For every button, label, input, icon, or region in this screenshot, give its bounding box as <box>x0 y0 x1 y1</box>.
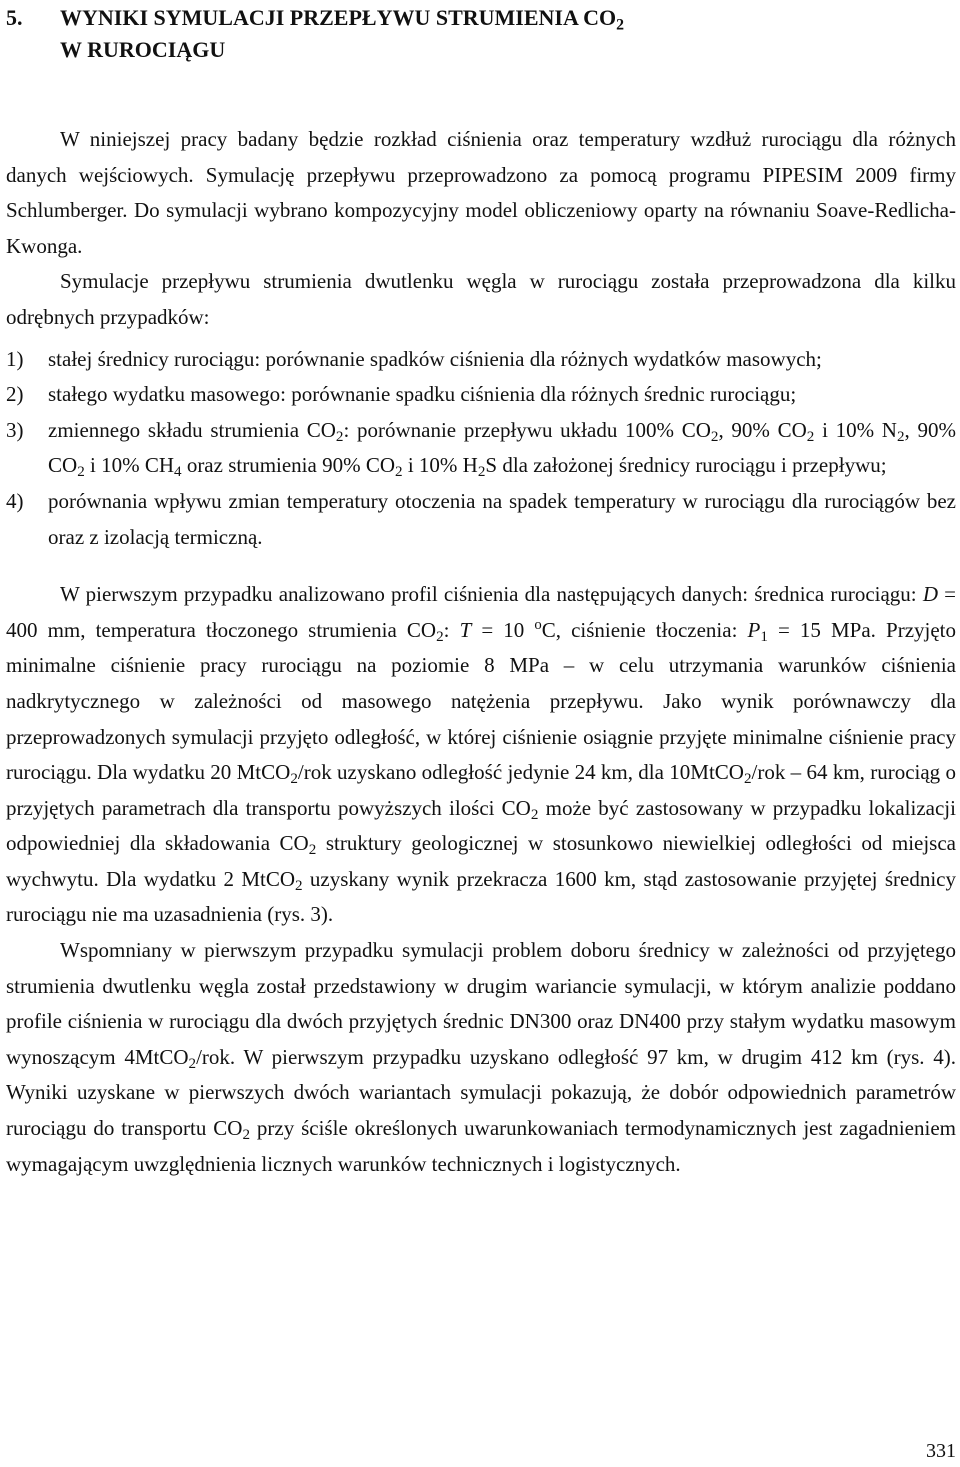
subscript: 2 <box>242 1127 251 1144</box>
variable-d: D <box>922 582 938 607</box>
subscript: 1 <box>760 628 768 645</box>
page-number: 331 <box>926 1440 956 1462</box>
list-item <box>6 484 956 555</box>
text-run: oraz strumienia 90% CO <box>181 453 396 478</box>
list-item <box>6 377 956 413</box>
text-run: = 400 mm, temperatura tłoczonego strumienia CO <box>6 582 956 642</box>
text-run: struktury geologicznej w stosunkowo niewielkiej odległości od miejsca wychwytu. Dla wydatku 2 MtCO <box>6 831 956 891</box>
section-title-line1: WYNIKI SYMULACJI PRZEPŁYWU STRUMIENIA CO <box>60 5 617 30</box>
text-run: : porównanie przepływu układu 100% CO <box>343 417 711 442</box>
text-run: W pierwszym przypadku analizowano profil ciśnienia dla następujących danych: średnica rurociągu: <box>60 582 923 607</box>
superscript: o <box>534 616 542 633</box>
text-run: = 15 MPa. Przyjęto minimalne ciśnienie pracy rurociągu na poziomie 8 MPa – w celu utrzymania warunków ciśnienia nadkrytycznego w zależności od masowego natężenia przepływu. Jako wynik porównawczy dla przeprowadzonych symulacji przyjęto odległość, w której ciśnienie osiągnie przyjęte minimalne ciśnienie pracy rurociągu. Dla wydatku 20 MtCO <box>6 617 957 785</box>
paragraph-first-case <box>6 577 956 933</box>
section-title-line2: W RUROCIĄGU <box>60 37 226 62</box>
page-content <box>6 0 956 1182</box>
list-item <box>6 342 956 378</box>
list-item-text: stałego wydatku masowego: porównanie spadku ciśnienia dla różnych średnic rurociągu; <box>48 382 797 407</box>
subscript: 2 <box>436 628 444 645</box>
variable-t: T <box>459 617 472 642</box>
text-run: S dla założonej średnicy rurociągu i przepływu; <box>485 453 887 478</box>
list-item-text <box>48 413 956 484</box>
section-title <box>60 2 956 66</box>
text-run: = 10 <box>471 617 535 642</box>
subscript: 2 <box>743 771 752 788</box>
list-item-text: stałej średnicy rurociągu: porównanie spadków ciśnienia dla różnych wydatków masowych; <box>48 346 822 371</box>
section-number: 5. <box>6 5 23 30</box>
cases-list <box>6 342 956 556</box>
list-marker: 2) <box>6 382 24 407</box>
text-run: C, ciśnienie tłoczenia: <box>541 617 748 642</box>
text-run: uzyskany wynik przekracza 1600 km, stąd zastosowanie przyjętej średnicy rurociągu nie ma uzasadnienia (rys. 3). <box>6 866 956 927</box>
subscript: 2 <box>896 428 905 445</box>
subscript: 2 <box>710 428 719 445</box>
subscript: 2 <box>77 464 85 481</box>
list-marker: 3) <box>6 417 24 442</box>
paragraph-second-case <box>6 933 956 1182</box>
text-run: /rok – 64 km, rurociąg o przyjętych parametrach dla transportu powyższych ilości CO <box>6 760 956 820</box>
subscript: 2 <box>308 842 317 859</box>
text-run: i 10% N <box>814 417 897 442</box>
text-run: /rok. W pierwszym przypadku uzyskano odległość 97 km, w drugim 412 km (rys. 4). Wyniki uzyskane w pierwszych dwóch wariantach symulacji pokazują, że dobór odpowiednich parametrów rurociągu do transportu CO <box>6 1044 956 1141</box>
section-heading <box>6 2 956 66</box>
subscript: 2 <box>290 771 298 788</box>
text-run: i 10% CH <box>84 453 174 478</box>
list-item-text: porównania wpływu zmian temperatury otoczenia na spadek temperatury w rurociągu dla rurociągów bez oraz z izolacją termiczną. <box>48 488 956 549</box>
list-item <box>6 413 956 484</box>
subscript: 2 <box>530 806 539 823</box>
subscript: 4 <box>174 464 182 481</box>
subscript: 2 <box>395 464 403 481</box>
text-run: i 10% H <box>402 453 478 478</box>
subscript: 2 <box>188 1056 197 1073</box>
text-run: , 90% CO <box>718 417 807 442</box>
paragraph-intro: W niniejszej pracy badany będzie rozkład ciśnienia oraz temperatury wzdłuż rurociągu dla różnych danych wejściowych. Symulację przepływu przeprowadzono za pomocą programu PIPESIM 2009 firmy Schlumberger. Do symulacji wybrano kompozycyjny model obliczeniowy oparty na równaniu Soave-Redlicha-Kwonga. <box>6 127 956 258</box>
text-run: zmiennego składu strumienia CO <box>48 417 336 442</box>
text-run: : <box>443 617 460 642</box>
subscript: 2 <box>477 464 486 481</box>
text-run: Wspomniany w pierwszym przypadku symulacji problem doboru średnicy w zależności od przyjętego strumienia dwutlenku węgla został przedstawiony w drugim wariancie symulacji, w którym analizie poddano profile ciśnienia w rurociągu dla dwóch przyjętych średnic DN300 oraz DN400 przy stałym wydatku masowym wynoszącym 4MtCO <box>6 938 956 1069</box>
subscript: 2 <box>295 878 303 895</box>
variable-p: P <box>747 617 761 642</box>
subscript: 2 <box>335 428 344 445</box>
list-marker: 1) <box>6 346 24 371</box>
text-run: może być zastosowany w przypadku lokalizacji odpowiedniej dla składowania CO <box>6 795 956 856</box>
paragraph-cases-intro: Symulacje przepływu strumienia dwutlenku węgla w rurociągu została przeprowadzona dla kilku odrębnych przypadków: <box>6 269 956 329</box>
text-run: /rok uzyskano odległość jedynie 24 km, dla 10MtCO <box>297 760 744 785</box>
subscript: 2 <box>616 16 625 34</box>
text-run: , 90% CO <box>48 417 956 478</box>
subscript: 2 <box>806 428 815 445</box>
list-marker: 4) <box>6 488 24 513</box>
text-run: przy ściśle określonych uwarunkowaniach termodynamicznych jest zagadnieniem wymagającym uwzględnienia licznych warunków technicznych i logistycznych. <box>6 1116 956 1176</box>
